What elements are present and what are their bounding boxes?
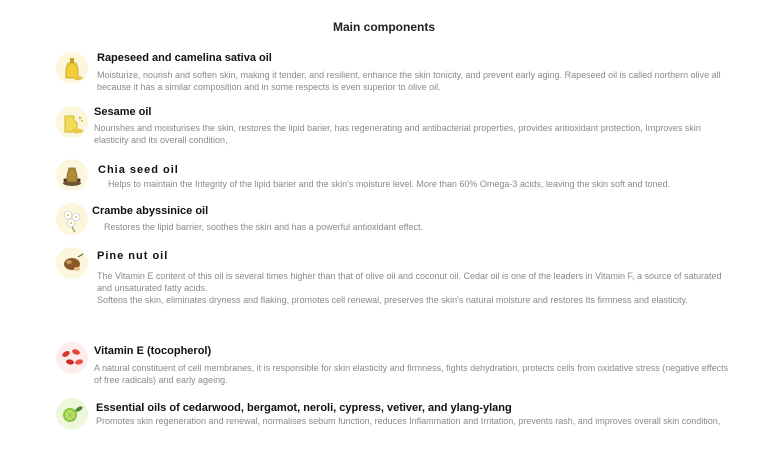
component-rapeseed bbox=[56, 50, 746, 98]
component-description: Moisturize, nourish and soften skin, making it tender, and resilient, enhance the skin tonicity, and prevent early aging. Rapeseed oil is called northern olive all because it has a similar composition and in some respects is even superior to olive oil. bbox=[97, 70, 721, 92]
component-description: A natural constituent of cell membranes, it is responsible for skin elasticity and firmness, fights dehydration, protects cells from oxidative stress (negative effects of free radicals) and early ageing. bbox=[94, 363, 729, 385]
component-name: Pine nut oil bbox=[97, 250, 169, 262]
sesame-oil-icon bbox=[56, 106, 88, 138]
vitamin-capsules-icon bbox=[56, 342, 88, 374]
component-chia bbox=[56, 158, 746, 194]
component-crambe bbox=[56, 202, 746, 238]
component-name: Rapeseed and camelina sativa oil bbox=[97, 52, 272, 64]
component-name: Chia seed oil bbox=[98, 164, 179, 176]
component-description: Promotes skin regeneration and renewal, normalises sebum function, reduces Inflammation and Irritation, prevents rash, and improves overall skin condition, bbox=[96, 416, 721, 426]
component-pine-nut bbox=[56, 246, 746, 326]
component-name: Sesame oil bbox=[94, 106, 152, 118]
oil-bottle-icon bbox=[56, 52, 88, 84]
component-name: Crambe abyssinice oil bbox=[92, 205, 209, 217]
chia-seed-icon bbox=[56, 159, 88, 191]
component-description: Helps to maintain the Integrity of the lipid barier and the skin's moisture level. More than 60% Omega-3 acids, leaving the skin soft and toned. bbox=[108, 179, 671, 189]
component-description-extra: Softens the skin, eliminates dryness and flaking, promotes cell renewal, preserves the skin's natural moisture and restores Its firmness and elasticity. bbox=[97, 295, 688, 305]
component-description: Restores the lipid barrier, soothes the skin and has a powerful antioxidant effect. bbox=[104, 222, 424, 232]
citrus-icon bbox=[56, 398, 88, 430]
component-essential-oils bbox=[56, 398, 746, 444]
component-vitamin-e bbox=[56, 342, 746, 388]
component-description: Nourishes and moisturises the skin, restores the lipid barier, has regenerating and antibacterial properties, provides antioxidant protection, Improves skin elasticity and its overall condition, bbox=[94, 123, 701, 145]
component-sesame bbox=[56, 104, 746, 148]
component-description: The Vitamin E content of this oil is several times higher than that of olive oil and coconut oil. Cedar oil is one of the leaders in Vitamin F, a source of saturated and unsaturated fatty acids. bbox=[97, 271, 722, 293]
section-title: Main components bbox=[332, 20, 435, 34]
component-name: Vitamin E (tocopherol) bbox=[94, 345, 212, 357]
component-name: Essential oils of cedarwood, bergamot, neroli, cypress, vetiver, and ylang-ylang bbox=[96, 402, 512, 414]
crambe-flower-icon bbox=[56, 203, 88, 235]
pine-nut-icon bbox=[56, 247, 88, 279]
